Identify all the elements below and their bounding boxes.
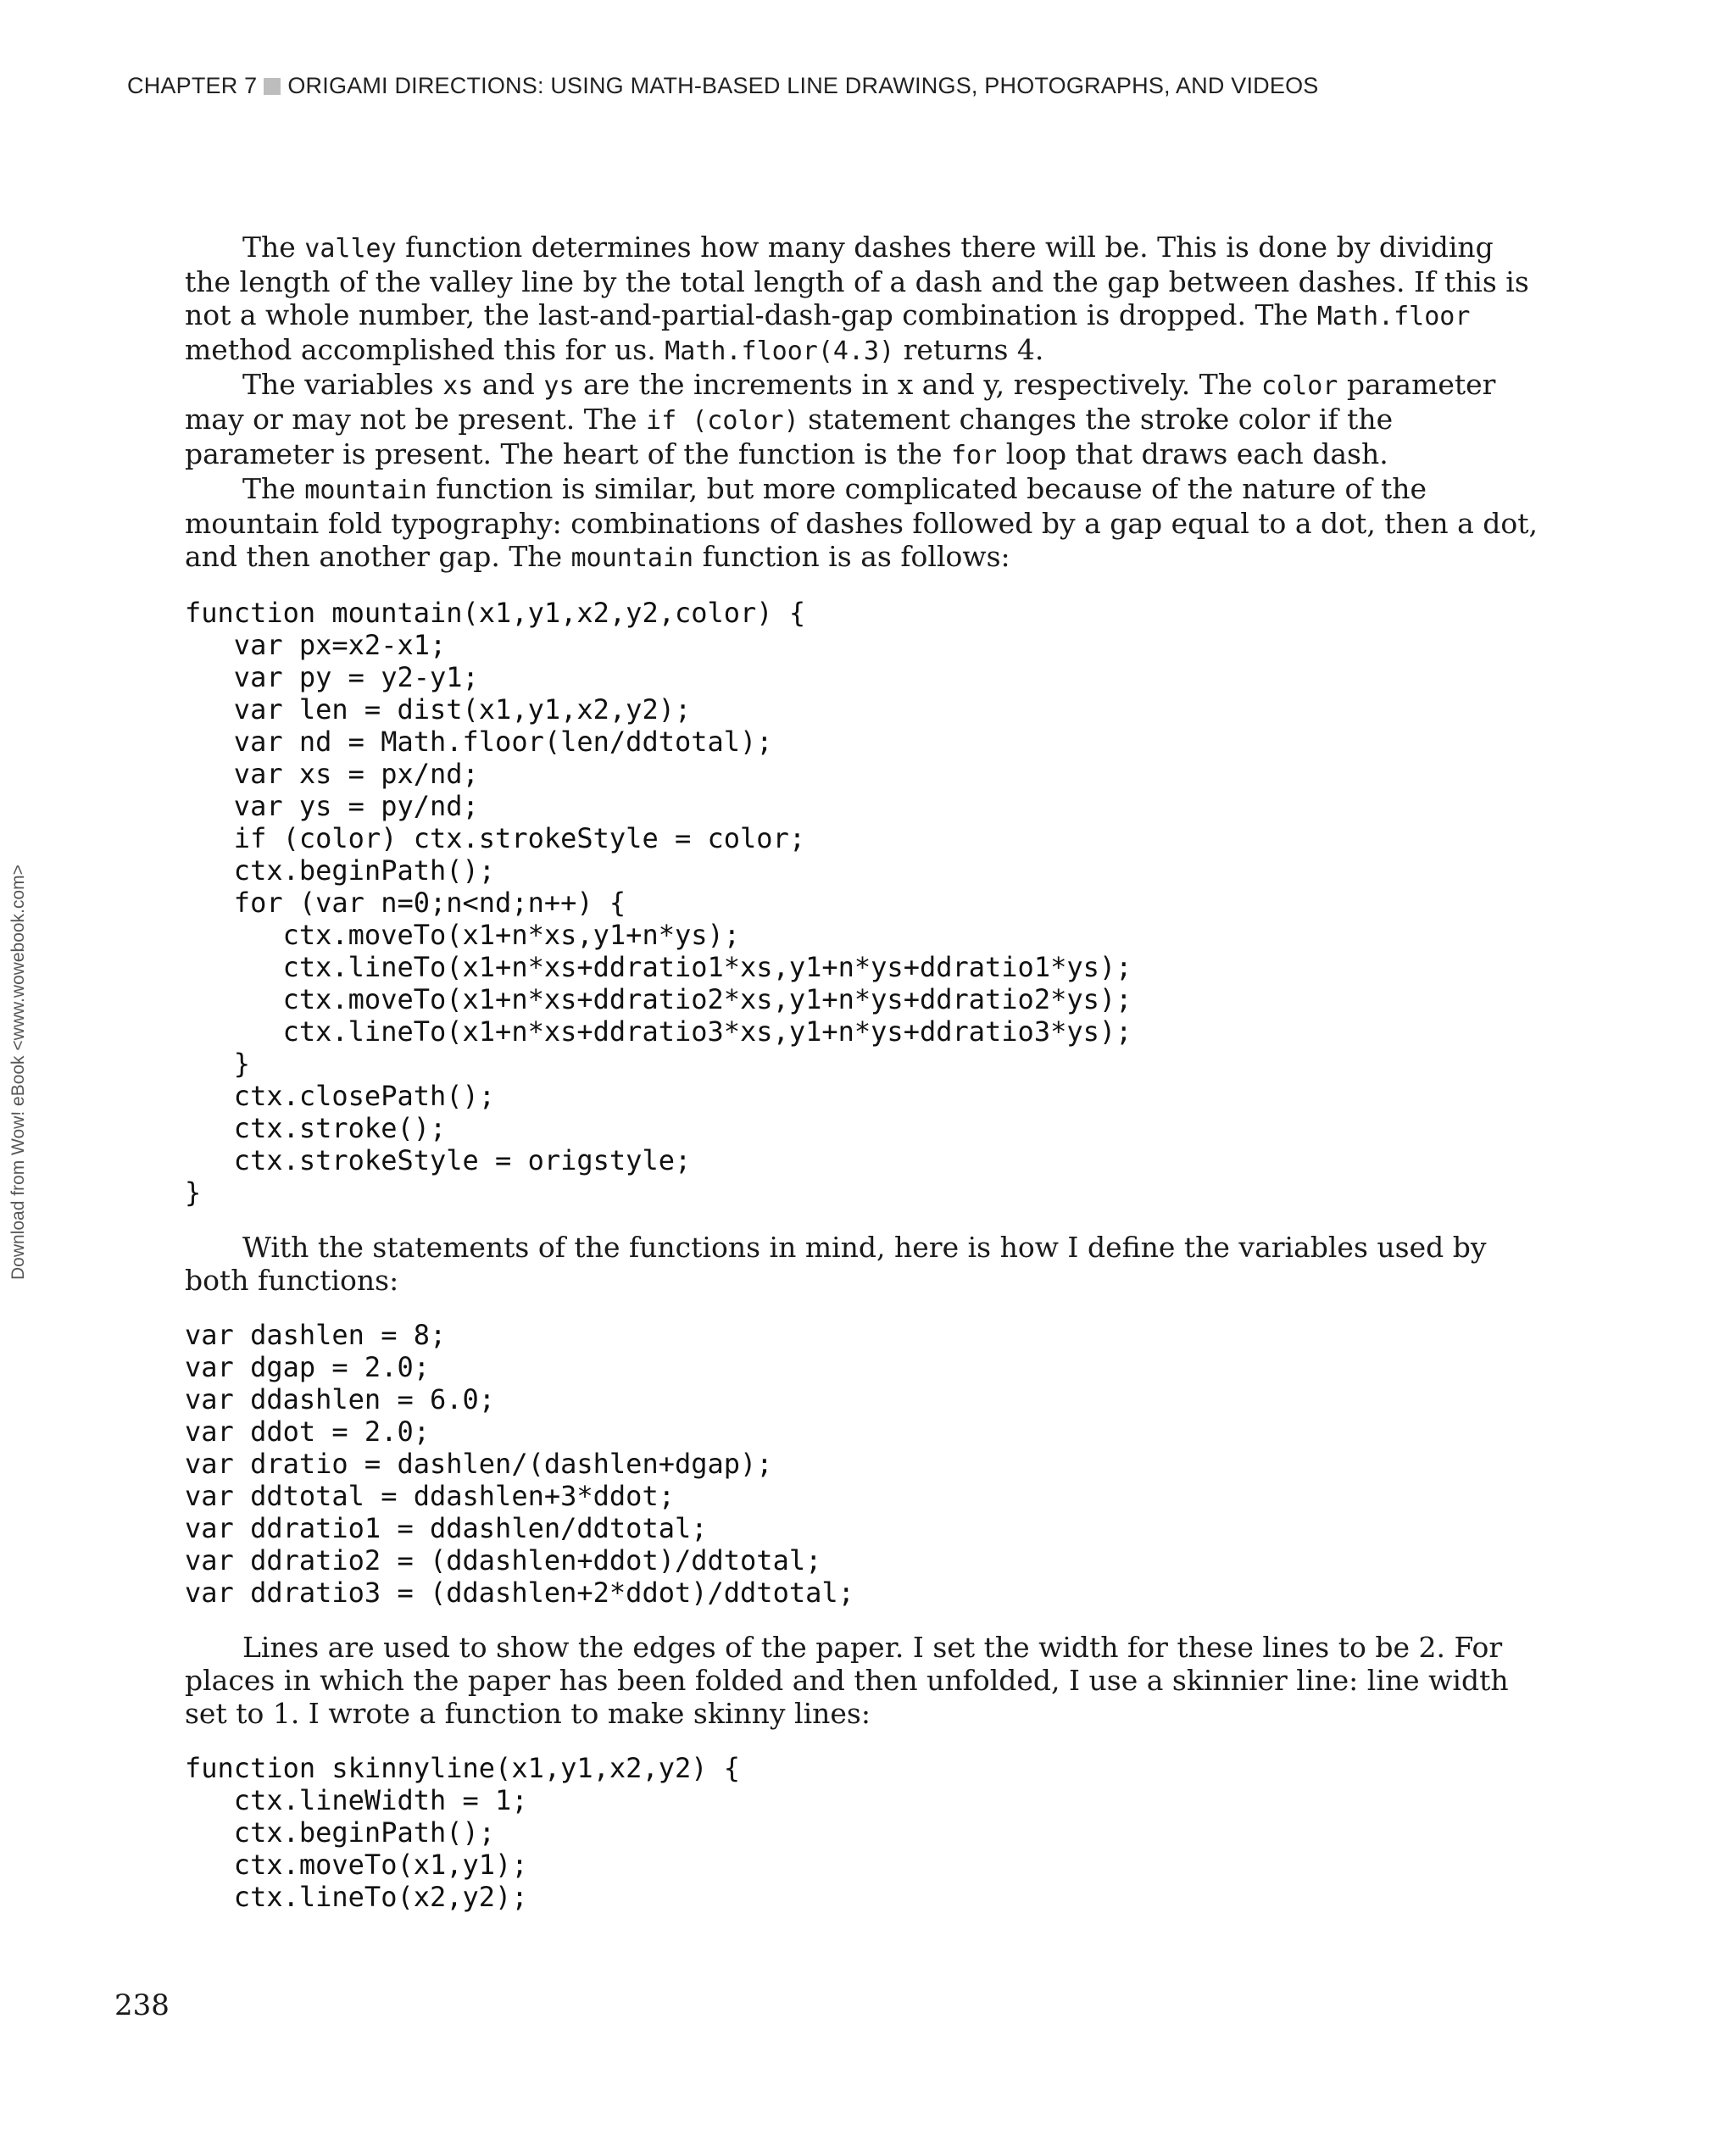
text-run: method accomplished this for us. [185,333,665,366]
text-run: parameter may or may not be present. The [185,368,1496,436]
inline-code: if (color) [646,406,799,436]
text-run: The variables [242,368,443,401]
inline-code: ys [543,371,575,401]
paragraph-valley-function [185,231,1541,368]
running-header [127,73,1319,99]
paragraph-skinny-lines: Lines are used to show the edges of the paper. I set the width for these lines to be 2. For places in which the paper has been folded and then unfolded, I use a skinnier line: line width set to 1. I wrote a function to make skinny lines: [185,1631,1509,1730]
text-run: The [242,231,305,264]
chapter-title: ORIGAMI DIRECTIONS: USING MATH-BASED LINE DRAWINGS, PHOTOGRAPHS, AND VIDEOS [287,73,1319,98]
text-run: are the increments in x and y, respectively. The [574,368,1262,401]
inline-code: for [951,441,998,470]
chapter-label: CHAPTER 7 [127,73,258,98]
inline-code: mountain [304,475,427,505]
paragraph-mountain-function [185,472,1541,575]
inline-code: valley [304,234,397,264]
side-watermark: Download from Wow! eBook <www.wowebook.com> [8,865,28,1280]
page-number: 238 [114,1988,170,2022]
paragraph-variables [185,368,1541,472]
page-content [185,231,1541,1913]
text-run: statement changes the stroke color if the parameter is present. The heart of the function is the [185,403,1394,470]
inline-code: xs [442,371,474,401]
text-run: function determines how many dashes there will be. This is done by dividing the length of the valley line by the total length of a dash and the gap between dashes. If this is not a whole number, the last-and-partial-dash-gap combination is dropped. The [185,231,1529,331]
inline-code: Math.floor(4.3) [665,336,895,366]
text-run: returns 4. [894,333,1044,366]
text-run: loop that draws each dash. [997,437,1388,470]
inline-code: Math.floor [1316,302,1471,331]
code-listing-mountain: function mountain(x1,y1,x2,y2,color) { var px=x2-x1; var py = y2-y1; var len = dist(x1,y1,x2,y2); var nd = Math.floor(len/ddtotal); var xs = px/nd; var ys = py/nd; if (color) ctx.strokeStyle = color; ctx.beginPath(); for (var n=0;n<nd;n++) { ctx.moveTo(x1+n*xs,y1+n*ys); ctx.lineTo(x1+n*xs+ddratio1*xs,y1+n*ys+ddratio1*ys); ctx.moveTo(x1+n*xs+ddratio2*xs,y1+n*ys+ddratio2*ys); ctx.lineTo(x1+n*xs+ddratio3*xs,y1+n*ys+ddratio3*ys); } ctx.closePath(); ctx.stroke(); ctx.strokeStyle = origstyle; } [185,597,1132,1209]
separator-square [264,78,281,95]
text-run: The [242,472,305,505]
text-run: function is similar, but more complicated because of the nature of the mountain fold typography: combinations of dashes followed by a gap equal to a dot, then a dot, and then another gap. The [185,472,1538,573]
paragraph-variable-definitions: With the statements of the functions in mind, here is how I define the variables used by both functions: [185,1231,1487,1297]
inline-code: color [1261,371,1338,401]
text-run: and [473,368,544,401]
code-listing-variables: var dashlen = 8; var dgap = 2.0; var ddashlen = 6.0; var ddot = 2.0; var dratio = dashlen/(dashlen+dgap); var ddtotal = ddashlen+3*ddot; var ddratio1 = ddashlen/ddtotal; var ddratio2 = (ddashlen+ddot)/ddtotal; var ddratio3 = (ddashlen+2*ddot)/ddtotal; [185,1319,854,1609]
inline-code: mountain [570,543,694,573]
text-run: function is as follows: [693,540,1010,573]
code-listing-skinnyline: function skinnyline(x1,y1,x2,y2) { ctx.lineWidth = 1; ctx.beginPath(); ctx.moveTo(x1,y1); ctx.lineTo(x2,y2); [185,1752,741,1913]
